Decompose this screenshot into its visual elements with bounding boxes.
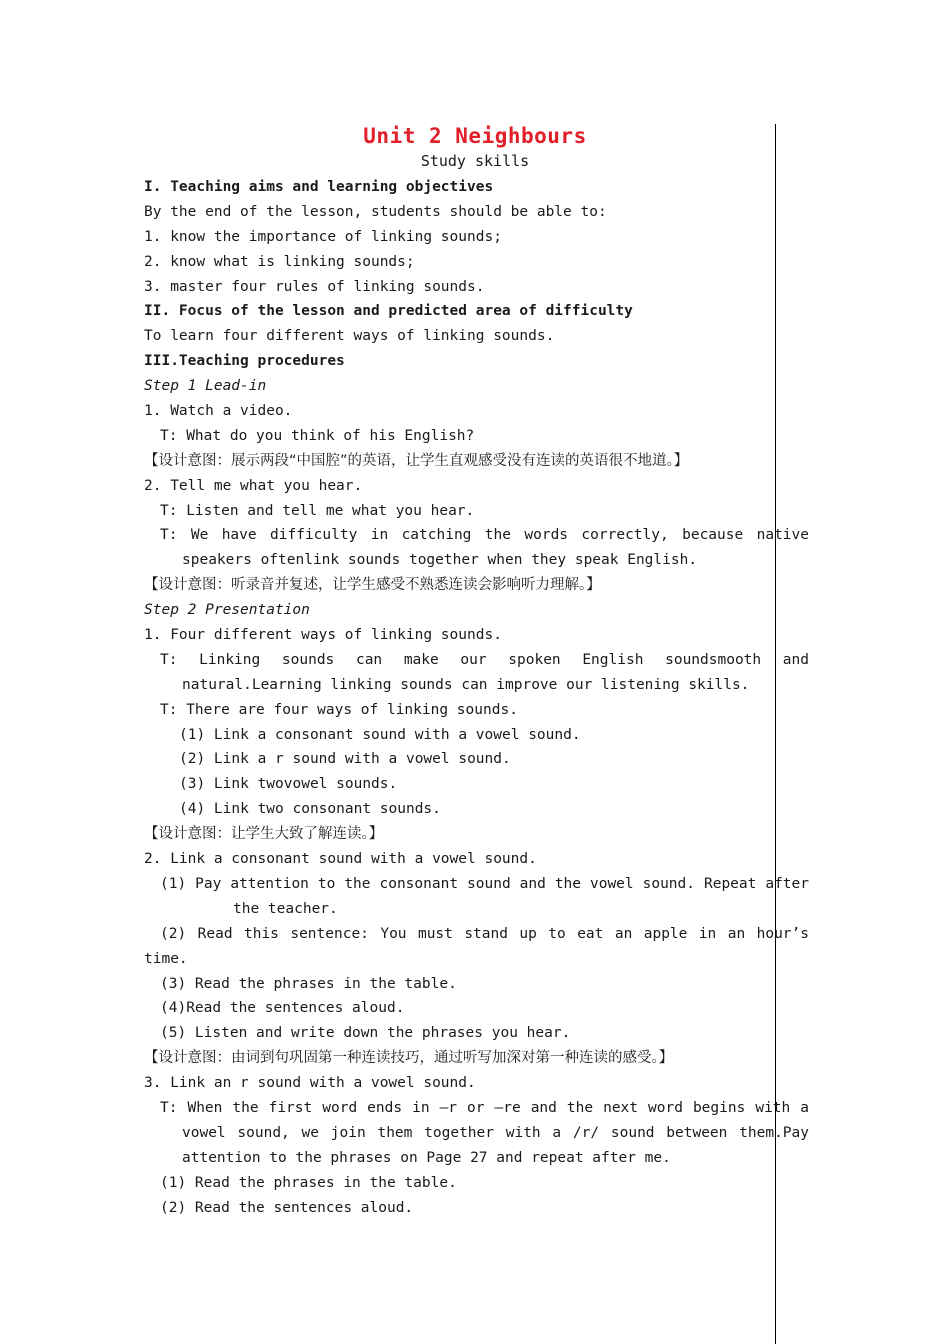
text-line: To learn four different ways of linking sounds. bbox=[144, 328, 555, 345]
sub-item: (5) Listen and write down the phrases you hear. bbox=[160, 1025, 571, 1042]
teacher-line-cont: vowel sound, we join them together with a /r/ sound between them.Pay bbox=[182, 1124, 809, 1141]
page-subtitle: Study skills bbox=[420, 152, 530, 170]
sub-item: (2) Read this sentence: You must stand up to eat an apple in an hour’s bbox=[160, 925, 809, 942]
step-heading: Step 1 Lead-in bbox=[144, 378, 267, 395]
teacher-line: T: Linking sounds can make our spoken English soundsmooth and bbox=[160, 651, 809, 668]
teacher-line: T: There are four ways of linking sounds. bbox=[160, 701, 518, 718]
sub-item: (3) Link twovowel sounds. bbox=[179, 776, 398, 793]
list-item: 3. Link an r sound with a vowel sound. bbox=[144, 1075, 476, 1092]
list-item: 2. know what is linking sounds; bbox=[144, 253, 415, 270]
sub-item: (4)Read the sentences aloud. bbox=[160, 1000, 405, 1017]
list-item: 1. know the importance of linking sounds; bbox=[144, 228, 502, 245]
design-intent-note: 【设计意图：听录音并复述，让学生感受不熟悉连读会影响听力理解。】 bbox=[144, 577, 601, 594]
text-line: By the end of the lesson, students should be able to: bbox=[144, 203, 607, 220]
sub-item-cont: the teacher. bbox=[233, 900, 338, 917]
sub-item-cont: time. bbox=[144, 950, 188, 967]
step-heading: Step 2 Presentation bbox=[144, 602, 310, 619]
sub-item: (4) Link two consonant sounds. bbox=[179, 801, 441, 818]
teacher-line-cont: natural.Learning linking sounds can improve our listening skills. bbox=[182, 676, 750, 693]
teacher-line: T: What do you think of his English? bbox=[160, 427, 475, 444]
teacher-line: T: When the first word ends in –r or –re and the next word begins with a bbox=[160, 1099, 809, 1116]
section-heading: I. Teaching aims and learning objectives bbox=[144, 179, 494, 195]
sub-item: (1) Link a consonant sound with a vowel sound. bbox=[179, 726, 581, 743]
document-body bbox=[144, 175, 809, 1220]
teacher-line: T: Listen and tell me what you hear. bbox=[160, 502, 475, 519]
list-item: 1. Four different ways of linking sounds. bbox=[144, 627, 502, 644]
sub-item: (2) Read the sentences aloud. bbox=[160, 1199, 414, 1216]
sub-item: (1) Pay attention to the consonant sound and the vowel sound. Repeat after bbox=[160, 875, 809, 892]
list-item: 2. Tell me what you hear. bbox=[144, 477, 363, 494]
section-heading: II. Focus of the lesson and predicted area of difficulty bbox=[144, 303, 633, 320]
list-item: 3. master four rules of linking sounds. bbox=[144, 278, 485, 295]
page-title: Unit 2 Neighbours bbox=[363, 124, 587, 148]
teacher-line: T: We have difficulty in catching the words correctly, because native bbox=[160, 527, 809, 544]
sub-item: (2) Link a r sound with a vowel sound. bbox=[179, 751, 511, 768]
list-item: 2. Link a consonant sound with a vowel sound. bbox=[144, 851, 537, 868]
section-heading: III.Teaching procedures bbox=[144, 353, 345, 370]
sub-item: (1) Read the phrases in the table. bbox=[160, 1174, 457, 1191]
design-intent-note: 【设计意图：展示两段“中国腔”的英语，让学生直观感受没有连读的英语很不地道。】 bbox=[144, 452, 689, 469]
teacher-line-cont: speakers oftenlink sounds together when they speak English. bbox=[182, 552, 698, 569]
teacher-line-cont: attention to the phrases on Page 27 and repeat after me. bbox=[182, 1149, 671, 1166]
sub-item: (3) Read the phrases in the table. bbox=[160, 975, 457, 992]
design-intent-note: 【设计意图：由词到句巩固第一种连读技巧，通过听写加深对第一种连读的感受。】 bbox=[144, 1050, 674, 1067]
design-intent-note: 【设计意图：让学生大致了解连读。】 bbox=[144, 826, 384, 843]
list-item: 1. Watch a video. bbox=[144, 403, 293, 420]
